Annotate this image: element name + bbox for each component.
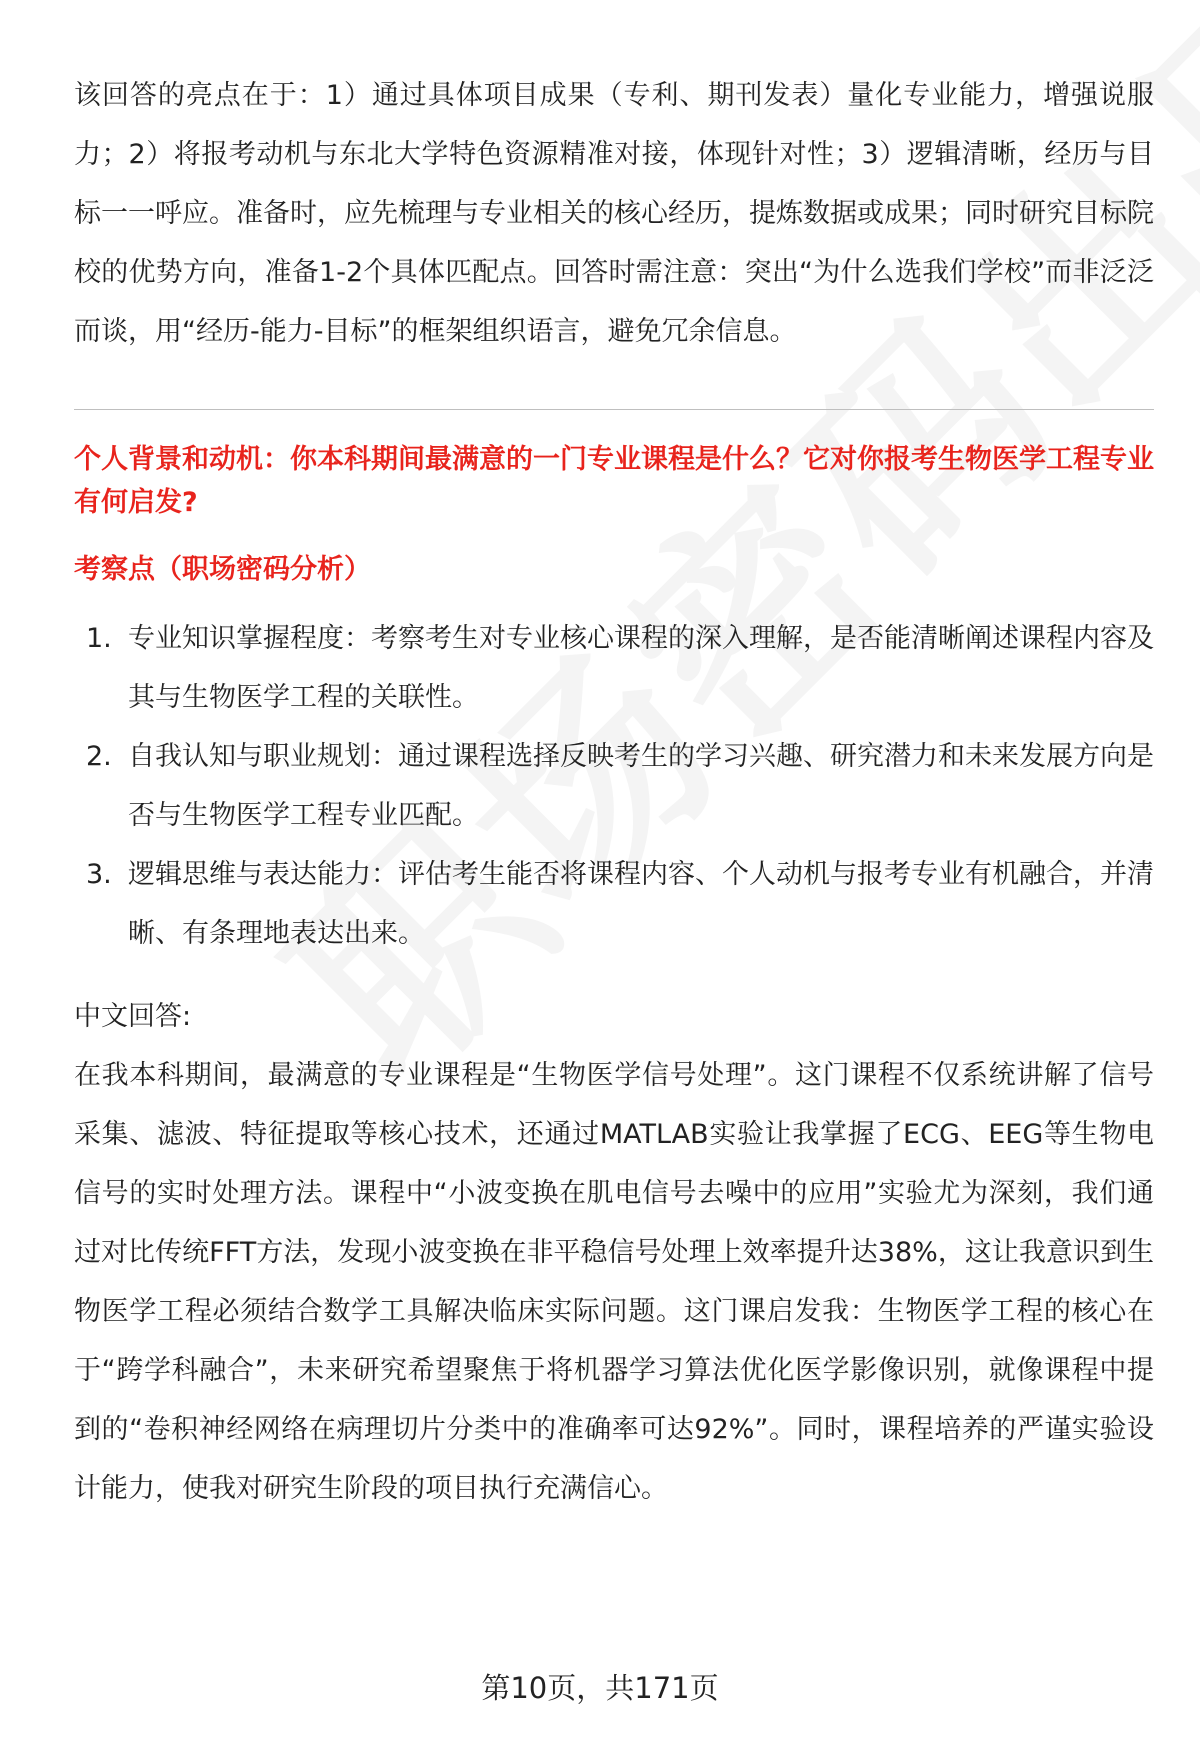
list-item bbox=[74, 609, 1154, 727]
list-item bbox=[74, 727, 1154, 845]
answer-paragraph: 在我本科期间，最满意的专业课程是“生物医学信号处理”。这门课程不仅系统讲解了信号采集、滤波、特征提取等核心技术，还通过MATLAB实验让我掌握了ECG、EEG等生物电信号的实时处理方法。课程中“小波变换在肌电信号去噪中的应用”实验尤为深刻，我们通过对比传统FFT方法，发现小波变换在非平稳信号处理上效率提升达38%，这让我意识到生物医学工程必须结合数学工具解决临床实际问题。这门课启发我：生物医学工程的核心在于“跨学科融合”，未来研究希望聚焦于将机器学习算法优化医学影像识别，就像课程中提到的“卷积神经网络在病理切片分类中的准确率可达92%”。同时，课程培养的严谨实验设计能力，使我对研究生阶段的项目执行充满信心。 bbox=[74, 1060, 1154, 1504]
page-number-footer: 第10页，共171页 bbox=[481, 1671, 719, 1705]
assessment-points-list bbox=[74, 609, 1154, 963]
list-number: 2. bbox=[86, 741, 112, 772]
section-divider bbox=[74, 409, 1154, 410]
list-number: 3. bbox=[86, 859, 112, 890]
list-item-text: 自我认知与职业规划：通过课程选择反映考生的学习兴趣、研究潜力和未来发展方向是否与生物医学工程专业匹配。 bbox=[128, 741, 1154, 831]
list-item-text: 逻辑思维与表达能力：评估考生能否将课程内容、个人动机与报考专业有机融合，并清晰、有条理地表达出来。 bbox=[128, 859, 1154, 949]
list-item-text: 专业知识掌握程度：考察考生对专业核心课程的深入理解，是否能清晰阐述课程内容及其与生物医学工程的关联性。 bbox=[128, 623, 1154, 713]
section-title: 考察点（职场密码分析） bbox=[74, 554, 371, 585]
intro-paragraph: 该回答的亮点在于：1）通过具体项目成果（专利、期刊发表）量化专业能力，增强说服力；2）将报考动机与东北大学特色资源精准对接，体现针对性；3）逻辑清晰，经历与目标一一呼应。准备时，应先梳理与专业相关的核心经历，提炼数据或成果；同时研究目标院校的优势方向，准备1-2个具体匹配点。回答时需注意：突出“为什么选我们学校”而非泛泛而谈，用“经历-能力-目标”的框架组织语言，避免冗余信息。 bbox=[74, 80, 1154, 347]
question-heading: 个人背景和动机：你本科期间最满意的一门专业课程是什么？它对你报考生物医学工程专业有何启发? bbox=[74, 444, 1154, 518]
list-number: 1. bbox=[86, 623, 112, 654]
answer-label: 中文回答: bbox=[74, 1001, 192, 1032]
document-page bbox=[74, 66, 1154, 1518]
list-item bbox=[74, 845, 1154, 963]
